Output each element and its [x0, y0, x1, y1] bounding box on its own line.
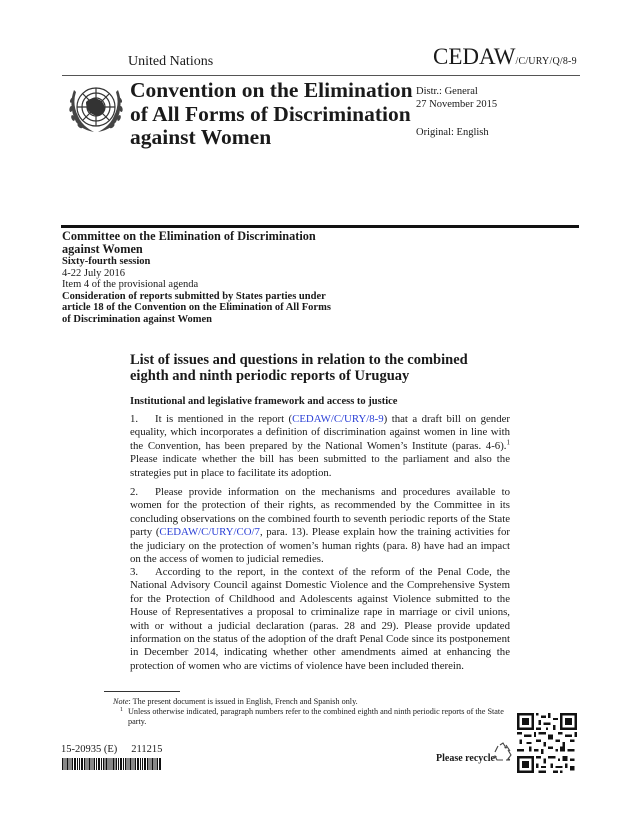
barcode-icon — [62, 757, 162, 769]
paragraph-text: Please indicate whether the bill has been submitted to the parliament and also the strategies put in place to facilitate its adoption. — [130, 453, 510, 479]
paragraph-number: 2. — [130, 486, 139, 498]
convention-title — [130, 79, 420, 150]
committee-block — [62, 230, 362, 325]
session-label: Sixty-fourth session — [62, 256, 151, 267]
symbol-main: CEDAW — [433, 44, 516, 69]
document-link[interactable]: CEDAW/C/URY/CO/7 — [159, 526, 260, 539]
paragraph-text: According to the report, in the context of the reform of the Penal Code, the National Advisory Council against Domestic Violence and the Comprehensive System for the Protection of Childhood and Adolescents against Violence submitted to the House of Representatives a proposal to criminalize rape in marriage or civil unions, with or without a judicial declaration (paras. 28 and 29). Please provide updated information on the status of the adoption of the draft Penal Code since its postponement in December 2014, indicating whether other amendments aimed at enhancing the protection of women who are victims of violence have been included therein. — [130, 566, 510, 672]
document-title-line: List of issues and questions in relation to the combined — [130, 352, 468, 368]
header-rule — [62, 75, 580, 76]
document-title-line: eighth and ninth periodic reports of Uruguay — [130, 368, 410, 384]
paragraph-1 — [130, 413, 510, 480]
paragraph-text: ) that a draft bill on gender equality, which incorporates a definition of discrimination against women in line with the Convention, has been prepared by the National Women’s Institute (paras. 4-6). — [130, 413, 510, 452]
job-date: 211215 — [131, 744, 163, 755]
footnote-1 — [120, 707, 510, 728]
agenda-item: Item 4 of the provisional agenda — [62, 279, 199, 290]
note-text: : The present document is issued in English, French and Spanish only. — [128, 697, 358, 706]
distribution-type: Distr.: General — [416, 86, 478, 97]
committee-name: Committee on the Elimination of Discrimination — [62, 229, 316, 243]
issue-date: 27 November 2015 — [416, 98, 498, 110]
committee-name: against Women — [62, 242, 143, 256]
distribution-info — [416, 86, 497, 111]
agenda-title-line: Consideration of reports submitted by States parties under — [62, 290, 326, 302]
convention-title-line: Convention on the Elimination — [130, 78, 413, 102]
paragraph-number: 1. — [130, 413, 139, 425]
convention-title-line: of All Forms of Discrimination — [130, 101, 411, 126]
section-rule — [61, 225, 579, 228]
session-dates: 4-22 July 2016 — [62, 267, 125, 279]
agenda-title-line: of Discrimination against Women — [62, 313, 213, 325]
job-number: 15-20935 (E) — [61, 744, 118, 755]
document-symbol — [433, 44, 577, 70]
paragraph-number: 3. — [130, 566, 139, 578]
section-heading: Institutional and legislative framework and access to justice — [130, 396, 398, 407]
paragraph-text: It is mentioned in the report ( — [155, 413, 293, 425]
paragraph-2 — [130, 486, 510, 566]
footnote-marker: 1 — [120, 707, 123, 713]
footnote-rule — [104, 691, 180, 692]
footnote-text: Unless otherwise indicated, paragraph numbers refer to the combined eighth and ninth periodic reports of the State party. — [128, 707, 504, 727]
job-number-line — [61, 744, 162, 755]
qr-code-icon — [517, 713, 577, 773]
document-note — [113, 697, 358, 706]
note-label: Note — [113, 697, 129, 706]
original-language: Original: English — [416, 127, 489, 138]
symbol-suffix: /C/URY/Q/8-9 — [515, 56, 577, 67]
document-link[interactable]: CEDAW/C/URY/8-9 — [292, 413, 384, 425]
recycle-label: Please recycle — [436, 753, 495, 764]
agenda-title-line: article 18 of the Convention on the Elimination of All Forms — [62, 302, 331, 313]
convention-title-line: against Women — [130, 125, 272, 149]
paragraph-3 — [130, 566, 510, 673]
recycle-icon — [493, 742, 513, 763]
organization-name: United Nations — [128, 54, 214, 69]
footnote-ref[interactable]: 1 — [506, 438, 510, 447]
document-title — [130, 352, 510, 384]
paragraph-text: , para. 13). Please explain how the training activities for the judiciary on the protection of women’s human rights (para. 8) have had an impact on the access of women to judicial remedies. — [130, 526, 511, 566]
un-emblem-icon — [64, 80, 128, 136]
paragraph-text: Please provide information on the mechanisms and procedures available to women for the protection of their rights, as recommended by the Committee in its concluding observations on the combined fourth to seventh periodic reports of the State party ( — [130, 486, 510, 539]
